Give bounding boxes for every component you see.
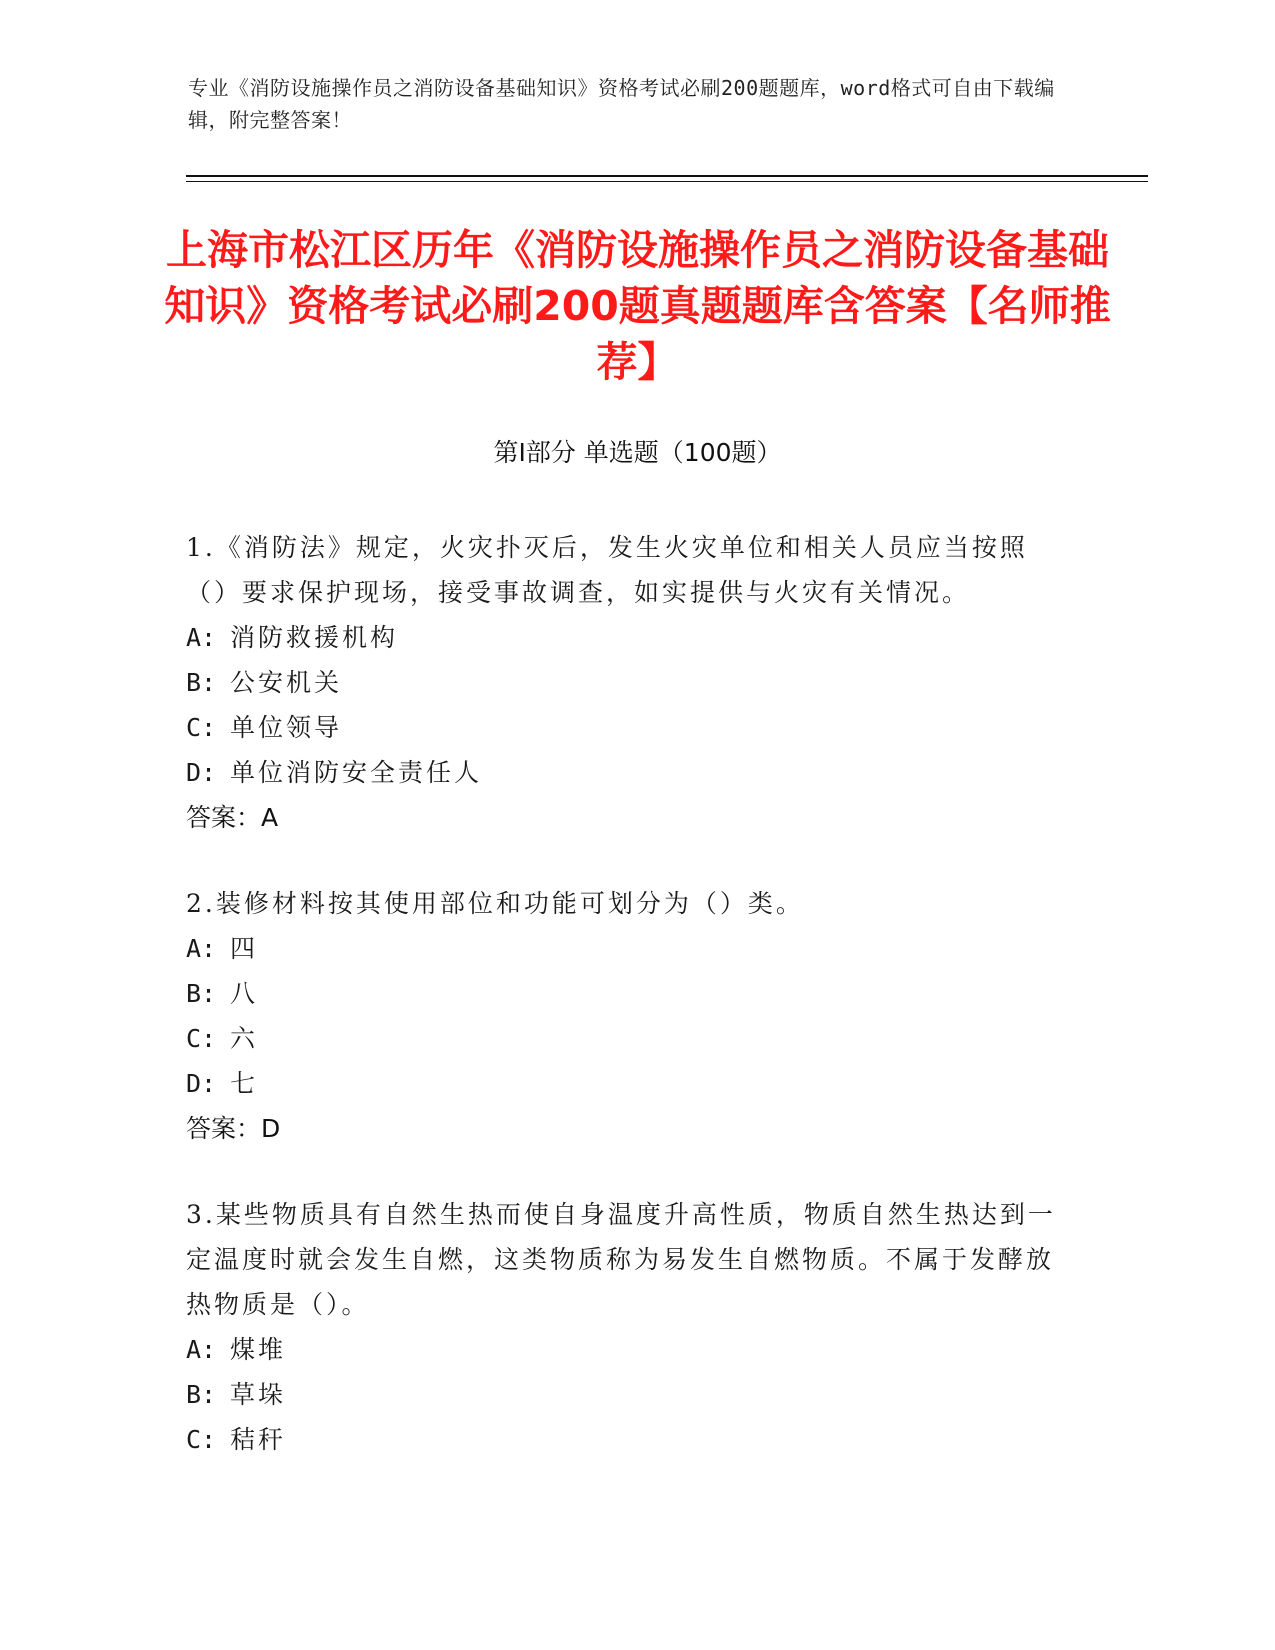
section-heading: 第I部分 单选题（100题）: [493, 438, 782, 467]
answer: 答案：D: [186, 1114, 281, 1143]
option-letter: C:: [186, 1425, 217, 1454]
question-1: [186, 525, 1061, 840]
option-letter: A:: [186, 623, 217, 652]
option-b: [186, 660, 1061, 705]
option-text: 六: [230, 1024, 259, 1053]
option-b: [186, 1372, 1061, 1417]
option-letter: C:: [186, 1024, 217, 1053]
option-letter: D:: [186, 758, 217, 787]
option-letter: B:: [186, 668, 217, 697]
option-d: [186, 1061, 1061, 1106]
option-letter: B:: [186, 979, 217, 1008]
question-text: 1.《消防法》规定，火灾扑灭后，发生火灾单位和相关人员应当按照（）要求保护现场，接受事故调查，如实提供与火灾有关情况。: [186, 533, 1028, 607]
option-text: 四: [230, 934, 259, 963]
option-letter: A:: [186, 934, 217, 963]
option-c: [186, 1417, 1061, 1462]
header-note: 专业《消防设施操作员之消防设备基础知识》资格考试必刷200题题库，word格式可自由下载编辑，附完整答案！: [188, 76, 1055, 132]
option-c: [186, 1016, 1061, 1061]
question-text: 2.装修材料按其使用部位和功能可划分为（）类。: [186, 889, 804, 918]
option-text: 消防救援机构: [230, 623, 399, 652]
option-a: [186, 926, 1061, 971]
option-text: 煤堆: [230, 1335, 287, 1364]
question-text: 3.某些物质具有自然生热而使自身温度升高性质，物质自然生热达到一定温度时就会发生自燃，这类物质称为易发生自燃物质。不属于发酵放热物质是（）。: [186, 1200, 1056, 1319]
option-a: [186, 1327, 1061, 1372]
header-divider-thick: [186, 175, 1148, 177]
option-letter: A:: [186, 1335, 217, 1364]
option-a: [186, 615, 1061, 660]
option-text: 单位领导: [230, 713, 343, 742]
option-d: [186, 750, 1061, 795]
option-letter: D:: [186, 1069, 217, 1098]
option-letter: B:: [186, 1380, 217, 1409]
document-title: 上海市松江区历年《消防设施操作员之消防设备基础知识》资格考试必刷200题真题题库含答案【名师推荐】: [164, 226, 1111, 386]
option-b: [186, 971, 1061, 1016]
option-text: 草垛: [230, 1380, 287, 1409]
option-c: [186, 705, 1061, 750]
question-list: [186, 525, 1061, 1503]
header-divider-thin: [186, 181, 1148, 182]
option-text: 八: [230, 979, 259, 1008]
option-text: 公安机关: [230, 668, 343, 697]
answer: 答案：A: [186, 803, 279, 832]
question-3: [186, 1192, 1061, 1462]
option-letter: C:: [186, 713, 217, 742]
option-text: 秸秆: [230, 1425, 287, 1454]
option-text: 七: [230, 1069, 259, 1098]
option-text: 单位消防安全责任人: [230, 758, 483, 787]
question-2: [186, 881, 1061, 1151]
